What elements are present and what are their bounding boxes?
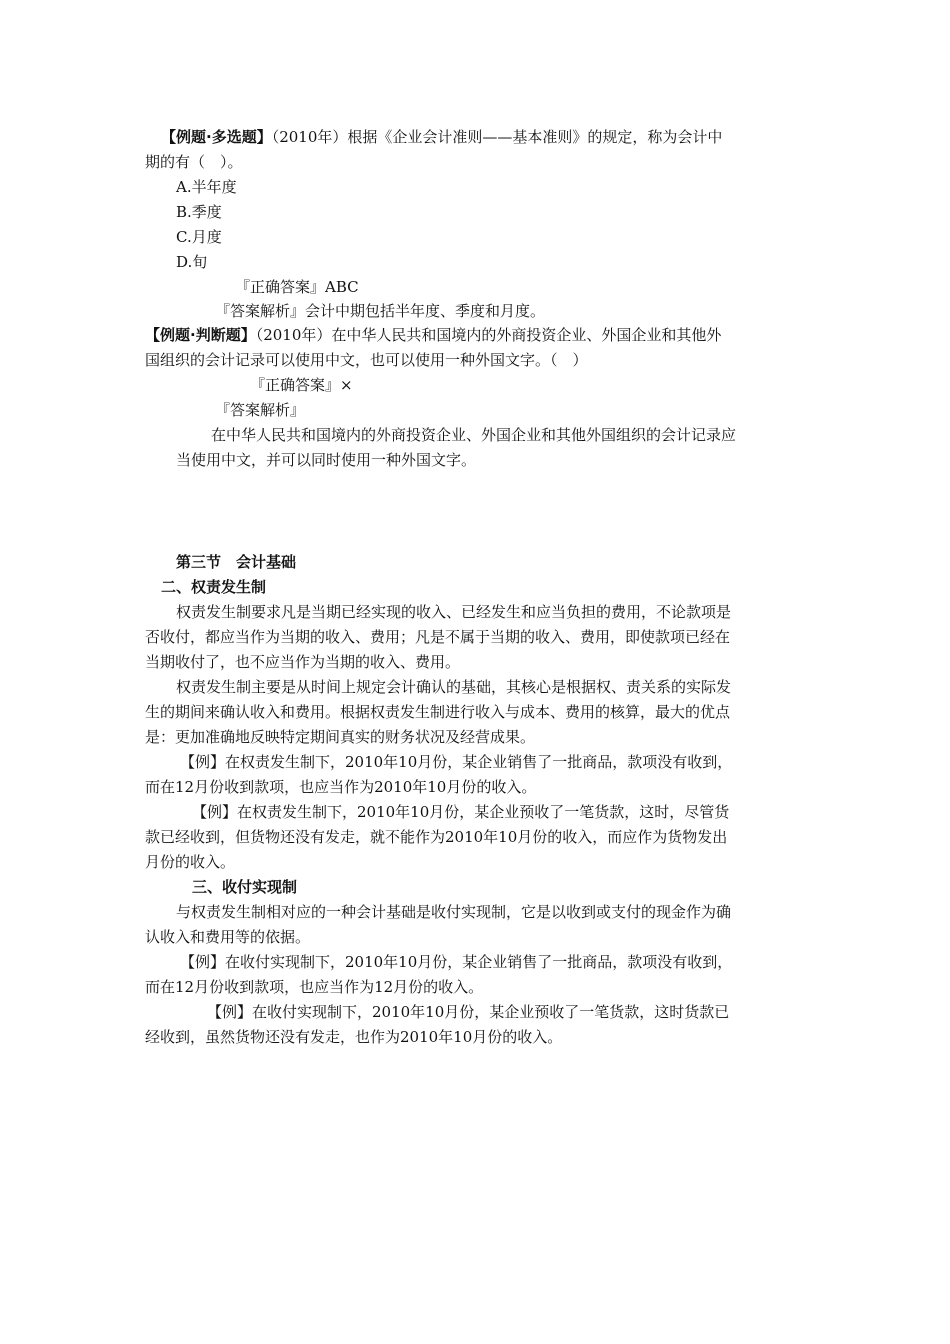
paragraph-line: 权责发生制要求凡是当期已经实现的收入、已经发生和应当负担的费用，不论款项是 bbox=[176, 603, 732, 621]
section-title: 第三节 会计基础 bbox=[176, 553, 297, 571]
question-1-tag: 【例题·多选题】 bbox=[161, 128, 272, 146]
example-line: 而在12月份收到款项，也应当作为2010年10月份的收入。 bbox=[145, 778, 537, 796]
question-2-line-1 bbox=[145, 323, 721, 348]
question-1-text: （2010年）根据《企业会计准则——基本准则》的规定，称为会计中 bbox=[271, 128, 723, 146]
heading-cash-basis: 三、收付实现制 bbox=[192, 878, 298, 896]
question-2-analysis-label: 『答案解析』 bbox=[215, 401, 306, 419]
paragraph-line: 生的期间来确认收入和费用。根据权责发生制进行收入与成本、费用的核算，最大的优点 bbox=[145, 703, 731, 721]
example-line: 月份的收入。 bbox=[145, 853, 236, 871]
question-2-answer: 『正确答案』× bbox=[250, 376, 353, 394]
example-line: 款已经收到，但货物还没有发走，就不能作为2010年10月份的收入，而应作为货物发出 bbox=[145, 828, 728, 846]
paragraph-line: 当期收付了，也不应当作为当期的收入、费用。 bbox=[145, 653, 461, 671]
question-1-line-1 bbox=[161, 125, 722, 150]
example-line: 而在12月份收到款项，也应当作为12月份的收入。 bbox=[145, 978, 484, 996]
question-1-answer: 『正确答案』ABC bbox=[235, 278, 359, 296]
option-c: C.月度 bbox=[176, 228, 222, 246]
question-1-analysis: 『答案解析』会计中期包括半年度、季度和月度。 bbox=[215, 302, 546, 320]
question-2-text: （2010年）在中华人民共和国境内的外商投资企业、外国企业和其他外 bbox=[255, 326, 722, 344]
option-a: A.半年度 bbox=[176, 178, 237, 196]
option-d: D.旬 bbox=[176, 253, 208, 271]
example-line: 经收到，虽然货物还没有发走，也作为2010年10月份的收入。 bbox=[145, 1028, 563, 1046]
example-line: 【例】在收付实现制下，2010年10月份，某企业销售了一批商品，款项没有收到， bbox=[180, 953, 733, 971]
paragraph-line: 权责发生制主要是从时间上规定会计确认的基础，其核心是根据权、责关系的实际发 bbox=[176, 678, 732, 696]
paragraph-line: 否收付，都应当作为当期的收入、费用；凡是不属于当期的收入、费用，即使款项已经在 bbox=[145, 628, 731, 646]
example-line: 【例】在收付实现制下，2010年10月份，某企业预收了一笔货款，这时货款已 bbox=[207, 1003, 730, 1021]
paragraph-line: 与权责发生制相对应的一种会计基础是收付实现制，它是以收到或支付的现金作为确 bbox=[176, 903, 732, 921]
question-2-tag: 【例题·判断题】 bbox=[145, 326, 256, 344]
example-line: 【例】在权责发生制下，2010年10月份，某企业销售了一批商品，款项没有收到， bbox=[180, 753, 733, 771]
example-line: 【例】在权责发生制下，2010年10月份，某企业预收了一笔货款，这时，尽管货 bbox=[192, 803, 730, 821]
option-b: B.季度 bbox=[176, 203, 222, 221]
question-1-line-2: 期的有（ ）。 bbox=[145, 153, 243, 171]
question-2-line-2: 国组织的会计记录可以使用中文，也可以使用一种外国文字。（ ） bbox=[145, 351, 588, 369]
paragraph-line: 认收入和费用等的依据。 bbox=[145, 928, 311, 946]
heading-accrual-basis: 二、权责发生制 bbox=[161, 578, 267, 596]
question-2-analysis-line-2: 当使用中文，并可以同时使用一种外国文字。 bbox=[176, 451, 477, 469]
paragraph-line: 是：更加准确地反映特定期间真实的财务状况及经营成果。 bbox=[145, 728, 536, 746]
question-2-analysis-line-1: 在中华人民共和国境内的外商投资企业、外国企业和其他外国组织的会计记录应 bbox=[211, 426, 737, 444]
